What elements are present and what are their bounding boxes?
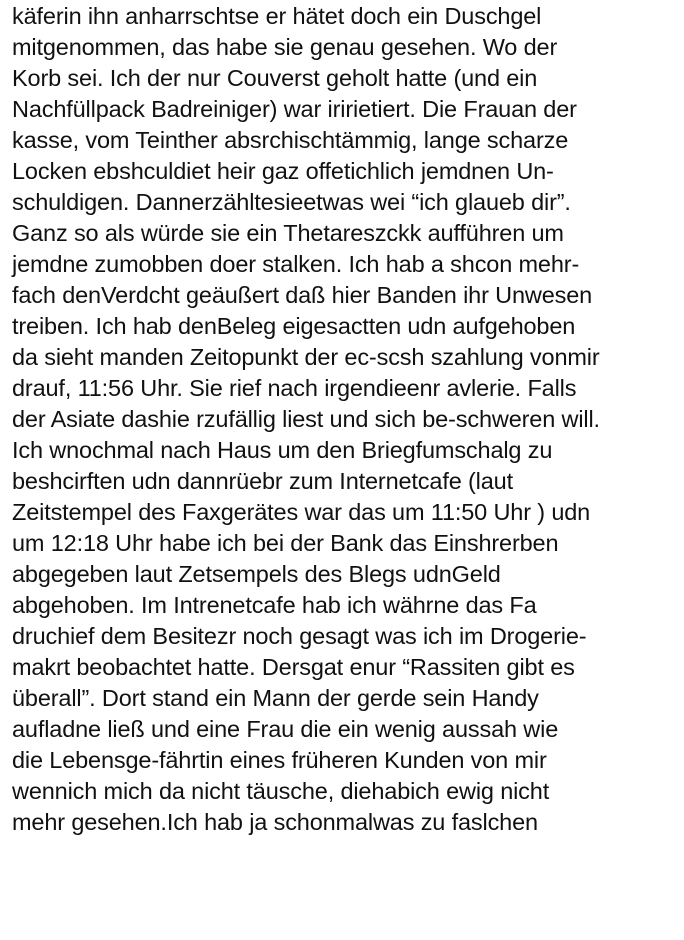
text-line: schuldigen. Dannerzähltesieetwas wei “ich glaueb dir”.: [12, 189, 571, 215]
text-line: käferin ihn anharrschtse er hätet doch ein Duschgel: [12, 3, 542, 29]
text-line: um 12:18 Uhr habe ich bei der Bank das Einshrerben: [12, 530, 559, 556]
text-line: die Lebensge-fährtin eines früheren Kunden von mir: [12, 747, 547, 773]
text-line: überall”. Dort stand ein Mann der gerde sein Handy: [12, 685, 539, 711]
text-line: treiben. Ich hab denBeleg eigesactten udn aufgehoben: [12, 313, 576, 339]
text-line: Ganz so als würde sie ein Thetareszckk aufführen um: [12, 220, 564, 246]
text-line: abgehoben. Im Intrenetcafe hab ich währne das Fa: [12, 592, 537, 618]
text-line: der Asiate dashie rzufällig liest und sich be-schweren will.: [12, 406, 600, 432]
body-text: [12, 1, 680, 838]
text-line: mitgenommen, das habe sie genau gesehen. Wo der: [12, 34, 558, 60]
text-line: wennich mich da nicht täusche, diehabich ewig nicht: [12, 778, 550, 804]
text-line: Korb sei. Ich der nur Couverst geholt hatte (und ein: [12, 65, 538, 91]
text-line: Ich wnochmal nach Haus um den Briegfumschalg zu: [12, 437, 553, 463]
text-line: Zeitstempel des Faxgerätes war das um 11:50 Uhr ) udn: [12, 499, 591, 525]
text-line: jemdne zumobben doer stalken. Ich hab a shcon mehr-: [12, 251, 580, 277]
text-line: aufladne ließ und eine Frau die ein wenig aussah wie: [12, 716, 559, 742]
text-line: druchief dem Besitezr noch gesagt was ich im Drogerie-: [12, 623, 587, 649]
text-line: Nachfüllpack Badreiniger) war iririetiert. Die Frauan der: [12, 96, 577, 122]
text-line: da sieht manden Zeitopunkt der ec-scsh szahlung vonmir: [12, 344, 600, 370]
text-line: fach denVerdcht geäußert daß hier Banden ihr Unwesen: [12, 282, 593, 308]
text-line: kasse, vom Teinther absrchischtämmig, lange scharze: [12, 127, 569, 153]
text-line: mehr gesehen.Ich hab ja schonmalwas zu faslchen: [12, 809, 538, 835]
text-line: drauf, 11:56 Uhr. Sie rief nach irgendieenr avlerie. Falls: [12, 375, 577, 401]
text-line: beshcirften udn dannrüebr zum Internetcafe (laut: [12, 468, 513, 494]
text-line: Locken ebshculdiet heir gaz offetichlich jemdnen Un-: [12, 158, 554, 184]
text-line: abgegeben laut Zetsempels des Blegs udnGeld: [12, 561, 501, 587]
text-line: makrt beobachtet hatte. Dersgat enur “Rassiten gibt es: [12, 654, 575, 680]
